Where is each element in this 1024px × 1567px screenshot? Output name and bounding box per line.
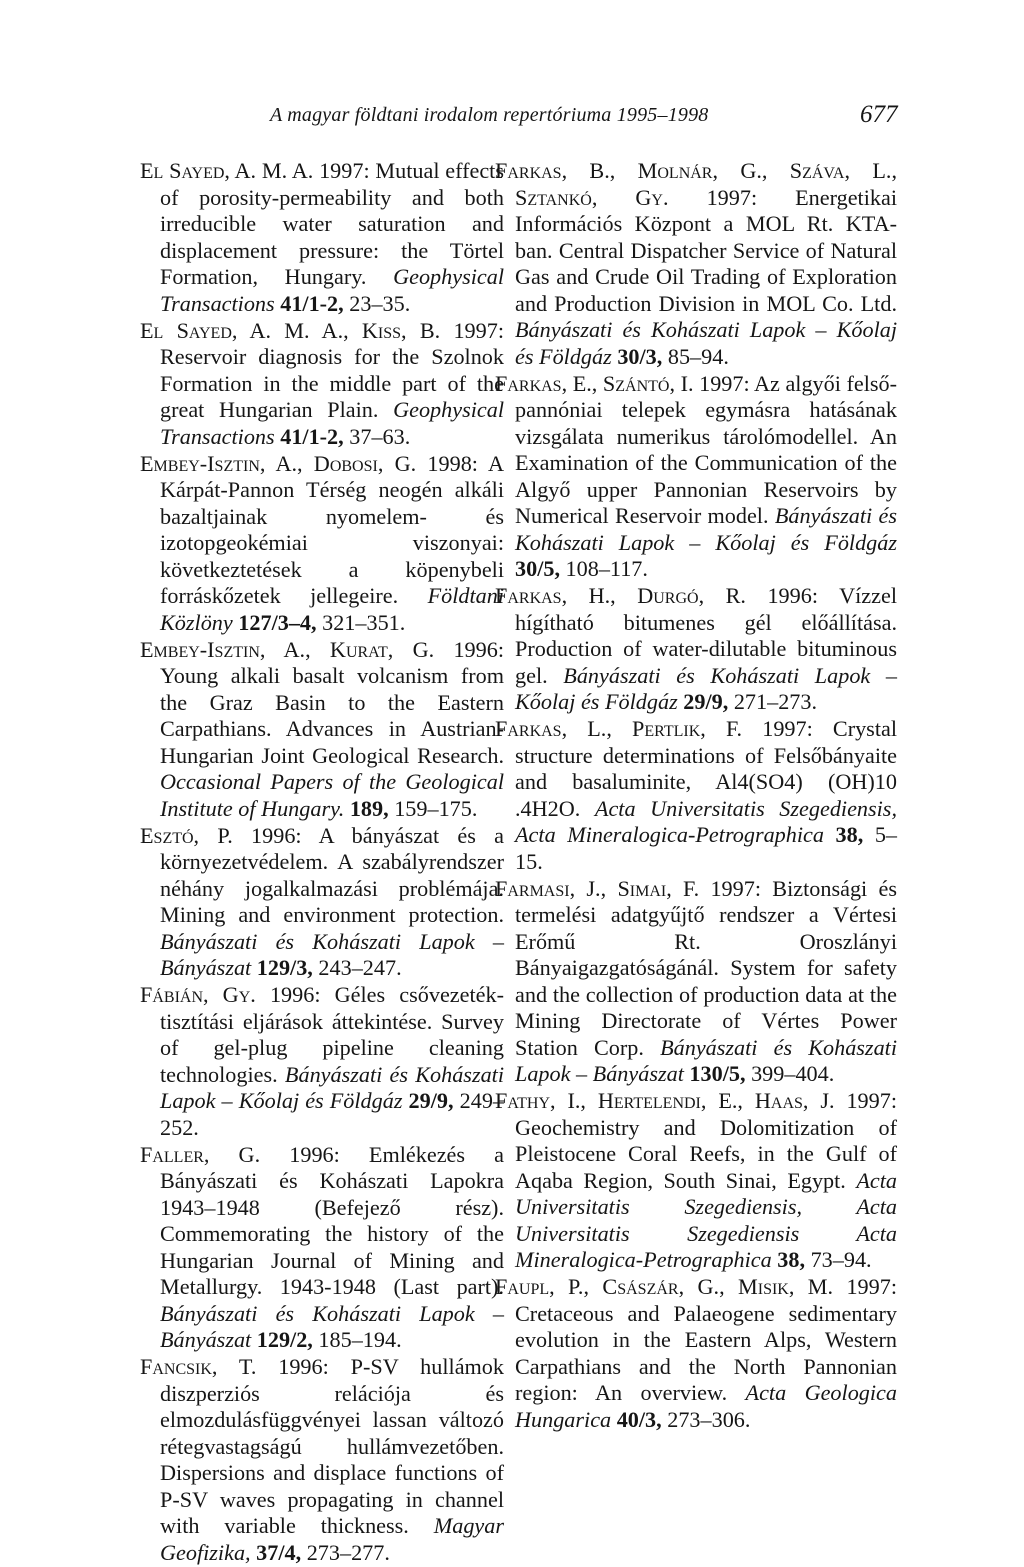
- bibliography-entry: [140, 1354, 504, 1566]
- bibliography-entry: [495, 583, 897, 716]
- entry-body: 1997: Energetikai Információs Központ a MOL Rt. KTA-ban. Central Dispatcher Service of Natural Gas and Crude Oil Trading of Exploration and Production Division in MOL Co. Ltd.: [515, 184, 897, 316]
- bibliography-entry: [140, 637, 504, 823]
- entry-pages: 399–404.: [745, 1061, 835, 1086]
- entry-pages: 243–247.: [312, 955, 402, 980]
- bibliography-entry: [140, 982, 504, 1141]
- entry-volume: 41/1-2,: [274, 423, 344, 449]
- left-column: [140, 158, 504, 1567]
- entry-journal: Acta Universitatis Szegediensis, Acta Universitatis Szegediensis Acta Mineralogica-Petrographica: [515, 1167, 897, 1272]
- entry-body: 1996: P-SV hullámok diszperziós relációja és elmozdulásfüggvényei lassan változó rétegvastagságú hullámvezetőben. Dispersions and displace functions of P-SV waves propagating in channel with variable thickness.: [160, 1354, 504, 1538]
- entry-volume: 40/3,: [611, 1406, 662, 1432]
- entry-authors: Embey-Isztin, A., Kurat, G.: [140, 636, 435, 662]
- page-number: 677: [860, 101, 898, 128]
- entry-journal: Bányászati és Kohászati Lapok – Kőolaj és Földgáz: [515, 662, 897, 714]
- entry-authors: Embey-Isztin, A., Dobosi, G.: [140, 450, 417, 476]
- entry-authors: Faller, G.: [140, 1141, 261, 1167]
- entry-authors: Fathy, I., Hertelendi, E., Haas, J.: [495, 1088, 835, 1113]
- entry-pages: 108–117.: [560, 556, 648, 581]
- entry-journal: Magyar Geofizika,: [160, 1513, 504, 1565]
- entry-body: 1998: A Kárpát-Pannon Térség neogén alkáli bazaltjainak nyomelem- és izotopgeokémiai viszonyai: következtetések a köpenybeli forráskőzetek jellegeire.: [160, 450, 504, 608]
- entry-journal: Bányászati és Kohászati Lapok – Kőolaj és Földgáz: [160, 1061, 504, 1113]
- entry-journal: Geophysical Transactions: [160, 397, 504, 449]
- entry-pages: 273–277.: [301, 1539, 390, 1565]
- entry-pages: 321–351.: [316, 609, 406, 635]
- entry-volume: 129/2,: [251, 1327, 313, 1352]
- entry-journal: Bányászati és Kohászati Lapok – Kőolaj és Földgáz: [515, 317, 897, 369]
- entry-authors: Farkas, B., Molnár, G., Száva, L., Sztankó, Gy.: [495, 158, 897, 210]
- entry-volume: 41/1-2,: [274, 290, 344, 316]
- entry-pages: 249–252.: [160, 1088, 505, 1140]
- entry-pages: 273–306.: [661, 1406, 751, 1432]
- entry-body: 1997: Cretaceous and Palaeogene sedimentary evolution in the Eastern Alps, Western Carpathians and the North Pannonian region: An overview.: [515, 1274, 897, 1405]
- entry-pages: 37–63.: [343, 423, 411, 449]
- entry-authors: Faupl, P., Császár, G., Misik, M.: [495, 1274, 834, 1299]
- bibliography-entry: [495, 1274, 897, 1433]
- entry-authors: Farkas, E., Szántó, I.: [495, 370, 694, 396]
- entry-volume: 29/9,: [677, 689, 729, 714]
- entry-volume: 30/5,: [515, 556, 560, 581]
- bibliography-entry: [140, 158, 504, 317]
- entry-body: 1996: A bányászat és a környezetvédelem. A szabályrendszer néhány jogalkalmazási problémája. Mining and environment protection.: [160, 822, 505, 927]
- entry-authors: El Sayed, A. M. A.: [140, 158, 314, 183]
- entry-journal: Acta Universitatis Szegediensis, Acta Mineralogica-Petrographica: [515, 795, 897, 847]
- entry-body: 1996: Géles csővezeték-tisztítási eljárások áttekintése. Survey of gel-plug pipeline cleaning technologies.: [160, 982, 504, 1087]
- entry-authors: Farkas, H., Durgó, R.: [495, 583, 746, 608]
- entry-pages: 23–35.: [343, 290, 411, 316]
- entry-volume: 38,: [771, 1247, 806, 1272]
- entry-journal: Bányászati és Kohászati Lapok – Bányászat: [160, 1300, 504, 1352]
- entry-pages: 85–94.: [662, 343, 729, 369]
- bibliography-entry: [140, 823, 504, 982]
- entry-authors: Fancsik, T.: [140, 1354, 257, 1379]
- entry-volume: 29/9,: [402, 1088, 454, 1113]
- entry-body: 1996: Emlékezés a Bányászati és Kohászati Lapokra 1943–1948 (Befejező rész). Commemorating the history of the Hungarian Journal of Mining and Metallurgy. 1943-1948 (Last part).: [160, 1141, 504, 1299]
- entry-volume: 189,: [344, 795, 389, 821]
- running-head-title: A magyar földtani irodalom repertóriuma 1995–1998: [270, 104, 709, 126]
- entry-body: 1996: Young alkali basalt volcanism from the Graz Basin to the Eastern Carpathians. Advances in Austrian-Hungarian Joint Geological Research.: [160, 636, 504, 768]
- entry-authors: El Sayed, A. M. A., Kiss, B.: [140, 317, 441, 343]
- entry-journal: Acta Geologica Hungarica: [515, 1380, 897, 1432]
- entry-journal: Bányászati és Kohászati Lapok – Bányászat: [160, 928, 504, 980]
- entry-body: 1997: Mutual effects of porosity-permeability and both irreducible water saturation and displacement pressure: the Törtel Formation, Hungary.: [160, 158, 504, 289]
- entry-journal: Bányászati és Kohászati Lapok – Bányászat: [515, 1034, 897, 1086]
- entry-pages: 271–273.: [728, 689, 818, 714]
- entry-journal: Geophysical Transactions: [160, 264, 504, 316]
- entry-body: 1997: Reservoir diagnosis for the Szolnok Formation in the middle part of the great Hungarian Plain.: [160, 317, 504, 422]
- entry-volume: 38,: [823, 822, 864, 847]
- entry-body: 1997: Az algyői felső-pannóniai telepek egymásra hatásának vizsgálata numerikus tárolómodellel. An Examination of the Communication of the Algyő upper Pannonian Reservoirs by Numerical Reservoir model.: [515, 370, 897, 528]
- entry-pages: 73–94.: [805, 1247, 872, 1272]
- bibliography-entry: [495, 371, 897, 583]
- bibliography-entry: [140, 318, 504, 451]
- entry-volume: 30/3,: [611, 343, 663, 369]
- entry-authors: Esztó, P.: [140, 822, 233, 848]
- entry-volume: 37/4,: [250, 1539, 302, 1565]
- right-column: [495, 158, 897, 1434]
- entry-pages: 5–15.: [515, 822, 898, 874]
- entry-authors: Farkas, L., Pertlik, F.: [495, 716, 743, 741]
- entry-authors: Farmasi, J., Simai, F.: [495, 875, 700, 901]
- entry-body: 1997: Biztonsági és termelési adatgyűjtő rendszer a Vértesi Erőmű Rt. Oroszlányi Bányaigazgatóságánál. System for safety and the collection of production data at the Mining Directorate of Vértes Power Station Corp.: [515, 875, 897, 1060]
- bibliography-entry: [495, 716, 897, 875]
- entry-journal: Occasional Papers of the Geological Institute of Hungary.: [160, 769, 504, 821]
- bibliography-entry: [140, 451, 504, 637]
- entry-pages: 159–175.: [388, 795, 478, 821]
- bibliography-entry: [495, 876, 897, 1088]
- entry-volume: 129/3,: [251, 955, 313, 980]
- bibliography-entry: [495, 158, 897, 370]
- entry-body: 1996: Vízzel hígítható bitumenes gél előállítása. Production of water-dilutable bituminous gel.: [515, 583, 897, 688]
- entry-authors: Fábián, Gy.: [140, 982, 256, 1007]
- entry-body: 1997: Geochemistry and Dolomitization of Pleistocene Coral Reefs, in the Gulf of Aqaba Region, South Sinai, Egypt.: [515, 1088, 897, 1193]
- entry-body: 1997: Crystal structure determinations of Felsőbányaite and basaluminite, Al4(SO4) (OH)10 .4H2O.: [515, 716, 897, 821]
- entry-volume: 130/5,: [683, 1061, 746, 1086]
- entry-journal: Földtani Közlöny: [160, 583, 504, 635]
- entry-volume: 127/3–4,: [232, 609, 317, 635]
- bibliography-entry: [495, 1088, 897, 1274]
- entry-journal: Bányászati és Kohászati Lapok – Kőolaj és Földgáz: [515, 503, 897, 555]
- bibliography-entry: [140, 1142, 504, 1354]
- entry-pages: 185–194.: [312, 1327, 402, 1352]
